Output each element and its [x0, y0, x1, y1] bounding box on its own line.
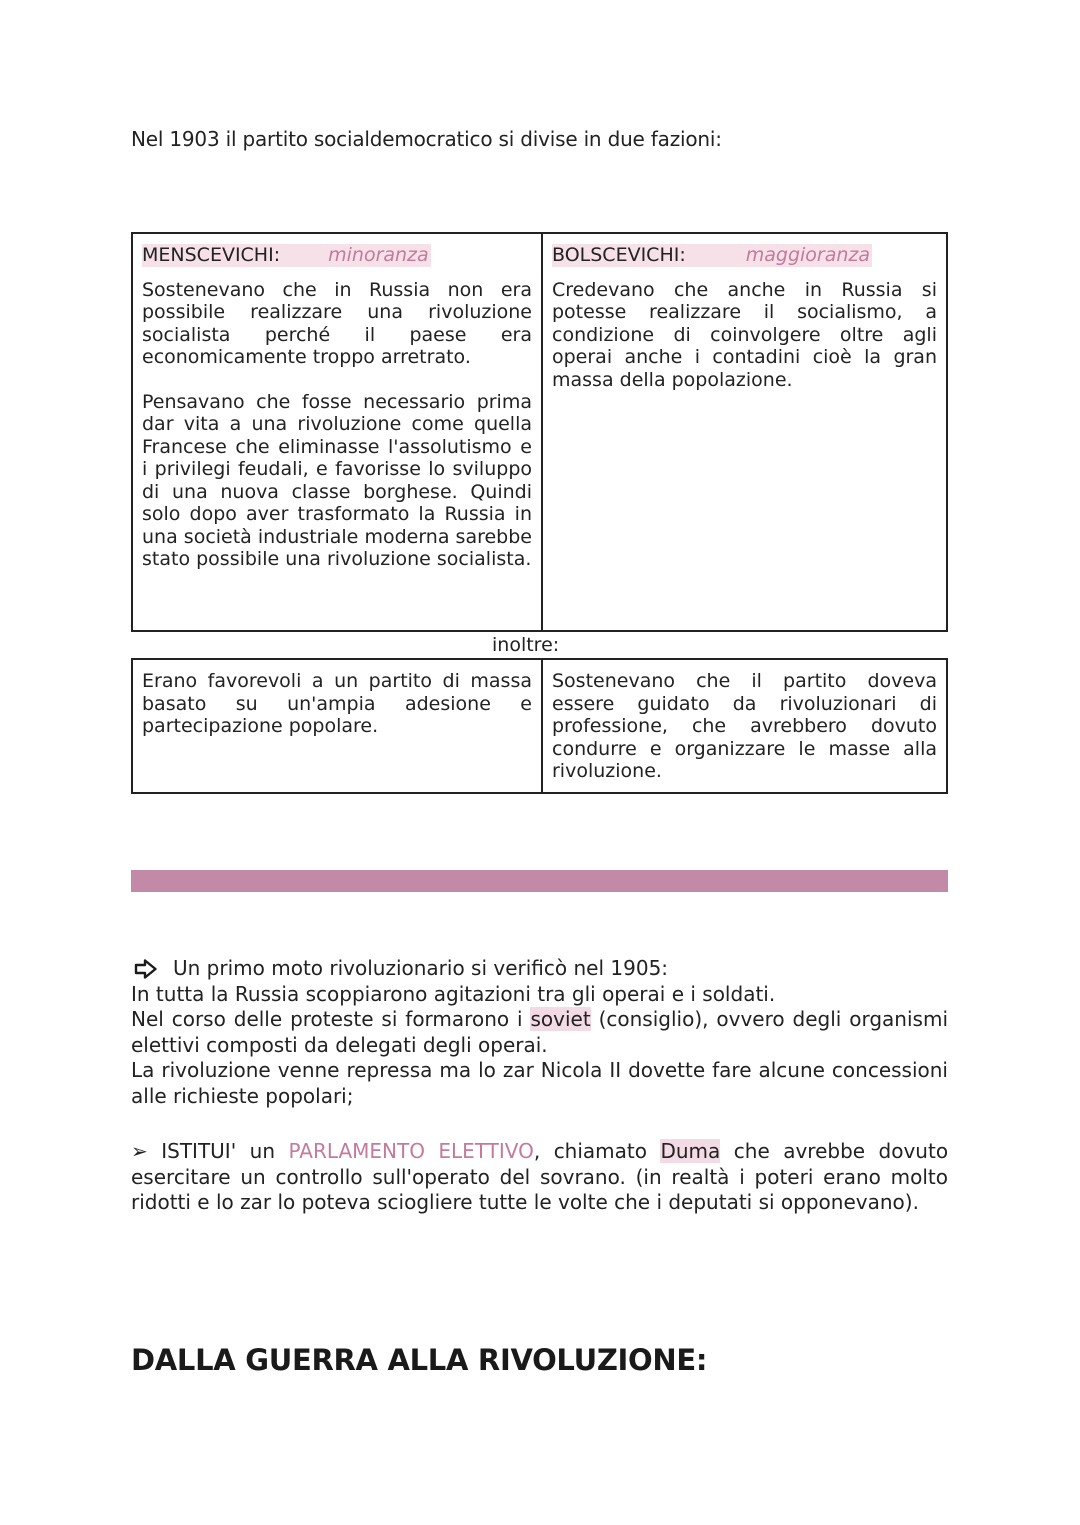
- soviet-highlight: soviet: [530, 1007, 591, 1031]
- intro-text: Nel 1903 il partito socialdemocratico si divise in due fazioni:: [131, 127, 722, 151]
- bolscevichi-para-1: Credevano che anche in Russia si potesse realizzare il socialismo, a condizione di coinvolgere oltre agli operai anche i contadini cioè la gran massa della popolazione.: [552, 278, 937, 391]
- bolscevichi-label: BOLSCEVICHI:: [552, 244, 746, 267]
- section-divider: [131, 870, 948, 892]
- menscevichi-header: [142, 244, 532, 267]
- right-arrow-icon: [134, 958, 158, 980]
- duma-highlight: Duma: [660, 1139, 721, 1163]
- menscevichi-para-2: Pensavano che fosse necessario prima dar vita a una rivoluzione come quella Francese che eliminasse l'assolutismo e i privilegi feudali, e favorisse lo sviluppo di una nuova classe borghese. Quindi solo dopo aver trasformato la Russia in una società industriale moderna sarebbe stato possibile una rivoluzione socialista.: [142, 390, 532, 570]
- soviet-intro-text: Nel corso delle proteste si formarono i: [131, 1007, 523, 1031]
- duma-intro-text: ISTITUI' un: [161, 1139, 276, 1163]
- bolscevichi-header: [552, 244, 937, 267]
- bolscevichi-party-cell: [542, 659, 947, 793]
- menscevichi-label: MENSCEVICHI:: [142, 244, 328, 267]
- soviet-description: (consiglio), ovvero degli organismi elettivi composti da delegati degli operai.: [131, 1007, 948, 1057]
- duma-section: [131, 1139, 948, 1216]
- menscevichi-para-1: Sostenevano che in Russia non era possibile realizzare una rivoluzione socialista perché il paese era economicamente troppo arretrato.: [142, 278, 532, 368]
- factions-table: [131, 232, 948, 632]
- parlamento-elettivo-text: PARLAMENTO ELETTIVO: [288, 1139, 534, 1163]
- bolscevichi-party-text: Sostenevano che il partito doveva essere guidato da rivoluzionari di professione, che avrebbero dovuto condurre e organizzare le masse alla rivoluzione.: [552, 670, 937, 782]
- duma-description: che avrebbe dovuto esercitare un controllo sull'operato del sovrano. (in realtà i poteri erano molto ridotti e lo zar lo poteva sciogliere tutte le volte che i deputati si opponevano).: [131, 1139, 949, 1214]
- menscevichi-party-cell: [132, 659, 542, 793]
- menscevichi-party-text: Erano favorevoli a un partito di massa basato su un'ampia adesione e partecipazione popolare.: [142, 670, 532, 737]
- menscevichi-tag: minoranza: [328, 244, 429, 266]
- inoltre-label: inoltre:: [492, 634, 560, 656]
- revolution-1905-line-2: In tutta la Russia scoppiarono agitazioni tra gli operai e i soldati.: [131, 981, 776, 1006]
- menscevichi-cell: [132, 233, 542, 631]
- bolscevichi-tag: maggioranza: [745, 244, 871, 266]
- revolution-1905-line-3: [131, 1007, 948, 1058]
- revolution-1905-section: [131, 956, 948, 1109]
- party-structure-table: [131, 658, 948, 794]
- bolscevichi-cell: [542, 233, 947, 631]
- revolution-1905-line-4: La rivoluzione venne repressa ma lo zar Nicola II dovette fare alcune concessioni alle richieste popolari;: [131, 1058, 948, 1108]
- revolution-1905-heading: Un primo moto rivoluzionario si verificò nel 1905:: [173, 956, 669, 980]
- arrow-heading: [131, 956, 948, 982]
- section-title: DALLA GUERRA ALLA RIVOLUZIONE:: [131, 1343, 708, 1377]
- bullet-arrow-icon: ➢: [131, 1139, 148, 1163]
- duma-connector-text: , chiamato: [533, 1139, 647, 1163]
